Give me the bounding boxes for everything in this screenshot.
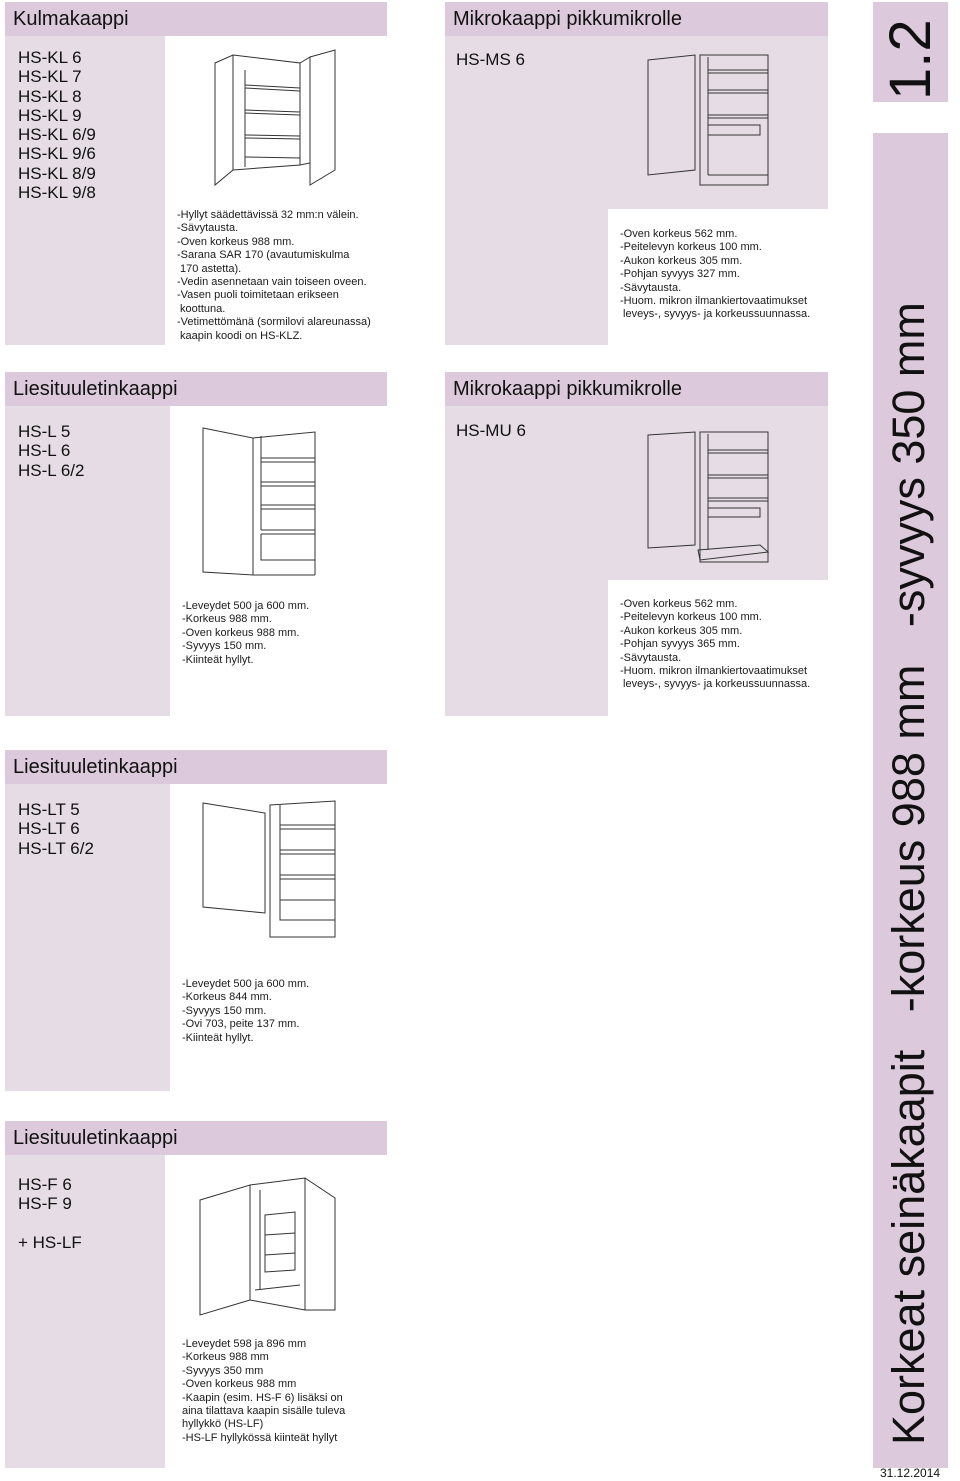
ms-models [456, 50, 525, 69]
model-code: HS-KL 9 [18, 105, 82, 125]
f-models [18, 1175, 82, 1252]
range-hood-cabinet-drawing [195, 420, 325, 580]
model-code: HS-L 6/2 [18, 460, 85, 480]
kulma-title: Kulmakaappi [5, 2, 387, 36]
mu-title: Mikrokaappi pikkumikrolle [445, 372, 828, 406]
kulma-models [18, 48, 96, 202]
model-code: HS-KL 7 [18, 67, 82, 87]
lt-specs: -Leveydet 500 ja 600 mm. -Korkeus 844 mm. -Syvyys 150 mm. -Ovi 703, peite 137 mm. -Kiinteät hyllyt. [182, 978, 310, 1044]
lt-models [18, 800, 94, 858]
mu-specs: -Oven korkeus 562 mm. -Peitelevyn korkeus 100 mm. -Aukon korkeus 305 mm. -Pohjan syvyys 365 mm. -Sävytausta. -Huom. mikron ilmankiertovaatimukset leveys-, syvyys- ja korkeussuunnassa. [620, 598, 811, 691]
model-code: HS-KL 8 [18, 86, 82, 106]
model-code: HS-F 6 [18, 1175, 72, 1194]
model-code: HS-F 9 [18, 1194, 72, 1214]
model-code: HS-MU 6 [456, 421, 526, 440]
lt-title: Liesituuletinkaappi [5, 750, 387, 784]
l-title: Liesituuletinkaappi [5, 372, 387, 406]
microwave-cabinet-mu-drawing [640, 420, 780, 570]
model-code: HS-LT 5 [18, 800, 80, 819]
footer-date: 31.12.2014 [880, 1466, 941, 1480]
range-hood-cabinet-f-drawing [195, 1160, 355, 1320]
l-models [18, 422, 84, 480]
f-specs: -Leveydet 598 ja 896 mm -Korkeus 988 mm -Syvyys 350 mm -Oven korkeus 988 mm -Kaapin (esim. HS-F 6) lisäksi on aina tilattava kaapin sisälle tuleva hyllykkö (HS-LF) -HS-LF hyllykössä kiinteät hyllyt [182, 1338, 346, 1444]
ms-specs: -Oven korkeus 562 mm. -Peitelevyn korkeus 100 mm. -Aukon korkeus 305 mm. -Pohjan syvyys 327 mm. -Sävytausta. -Huom. mikron ilmankiertovaatimukset leveys-, syvyys- ja korkeussuunnassa. [620, 228, 811, 321]
model-code: HS-L 6 [18, 441, 71, 461]
model-code: HS-L 5 [18, 422, 71, 441]
range-hood-cabinet-lt-drawing [195, 795, 345, 945]
f-title: Liesituuletinkaappi [5, 1121, 387, 1155]
ms-title: Mikrokaappi pikkumikrolle [445, 2, 828, 36]
microwave-cabinet-ms-drawing [640, 45, 780, 190]
kulma-specs: -Hyllyt säädettävissä 32 mm:n välein. -Sävytausta. -Oven korkeus 988 mm. -Sarana SAR 170 (avautumiskulma 170 astetta). -Vedin asennetaan vain toiseen oveen. -Vasen puoli toimitetaan erikseen koottuna. -Vetimettömänä (sormilovi alareunassa) kaapin koodi on HS-KLZ. [177, 209, 371, 342]
mu-models [456, 421, 526, 440]
model-code: HS-LT 6 [18, 819, 80, 839]
corner-cabinet-drawing [205, 45, 345, 200]
model-code: HS-KL 9/8 [18, 183, 96, 203]
model-code: HS-KL 9/6 [18, 144, 96, 164]
model-code: HS-KL 6/9 [18, 125, 96, 145]
model-code: + HS-LF [18, 1232, 82, 1252]
model-code: HS-KL 6 [18, 48, 82, 67]
model-code: HS-LT 6/2 [18, 838, 94, 858]
section-number: 1.2 [878, 19, 943, 100]
sidebar-title: Korkeat seinäkaapit -korkeus 988 mm -syvyys 350 mm [883, 302, 934, 1445]
l-specs: -Leveydet 500 ja 600 mm. -Korkeus 988 mm. -Oven korkeus 988 mm. -Syvyys 150 mm. -Kiinteät hyllyt. [182, 600, 310, 666]
model-code: HS-MS 6 [456, 50, 525, 69]
model-code: HS-KL 8/9 [18, 163, 96, 183]
